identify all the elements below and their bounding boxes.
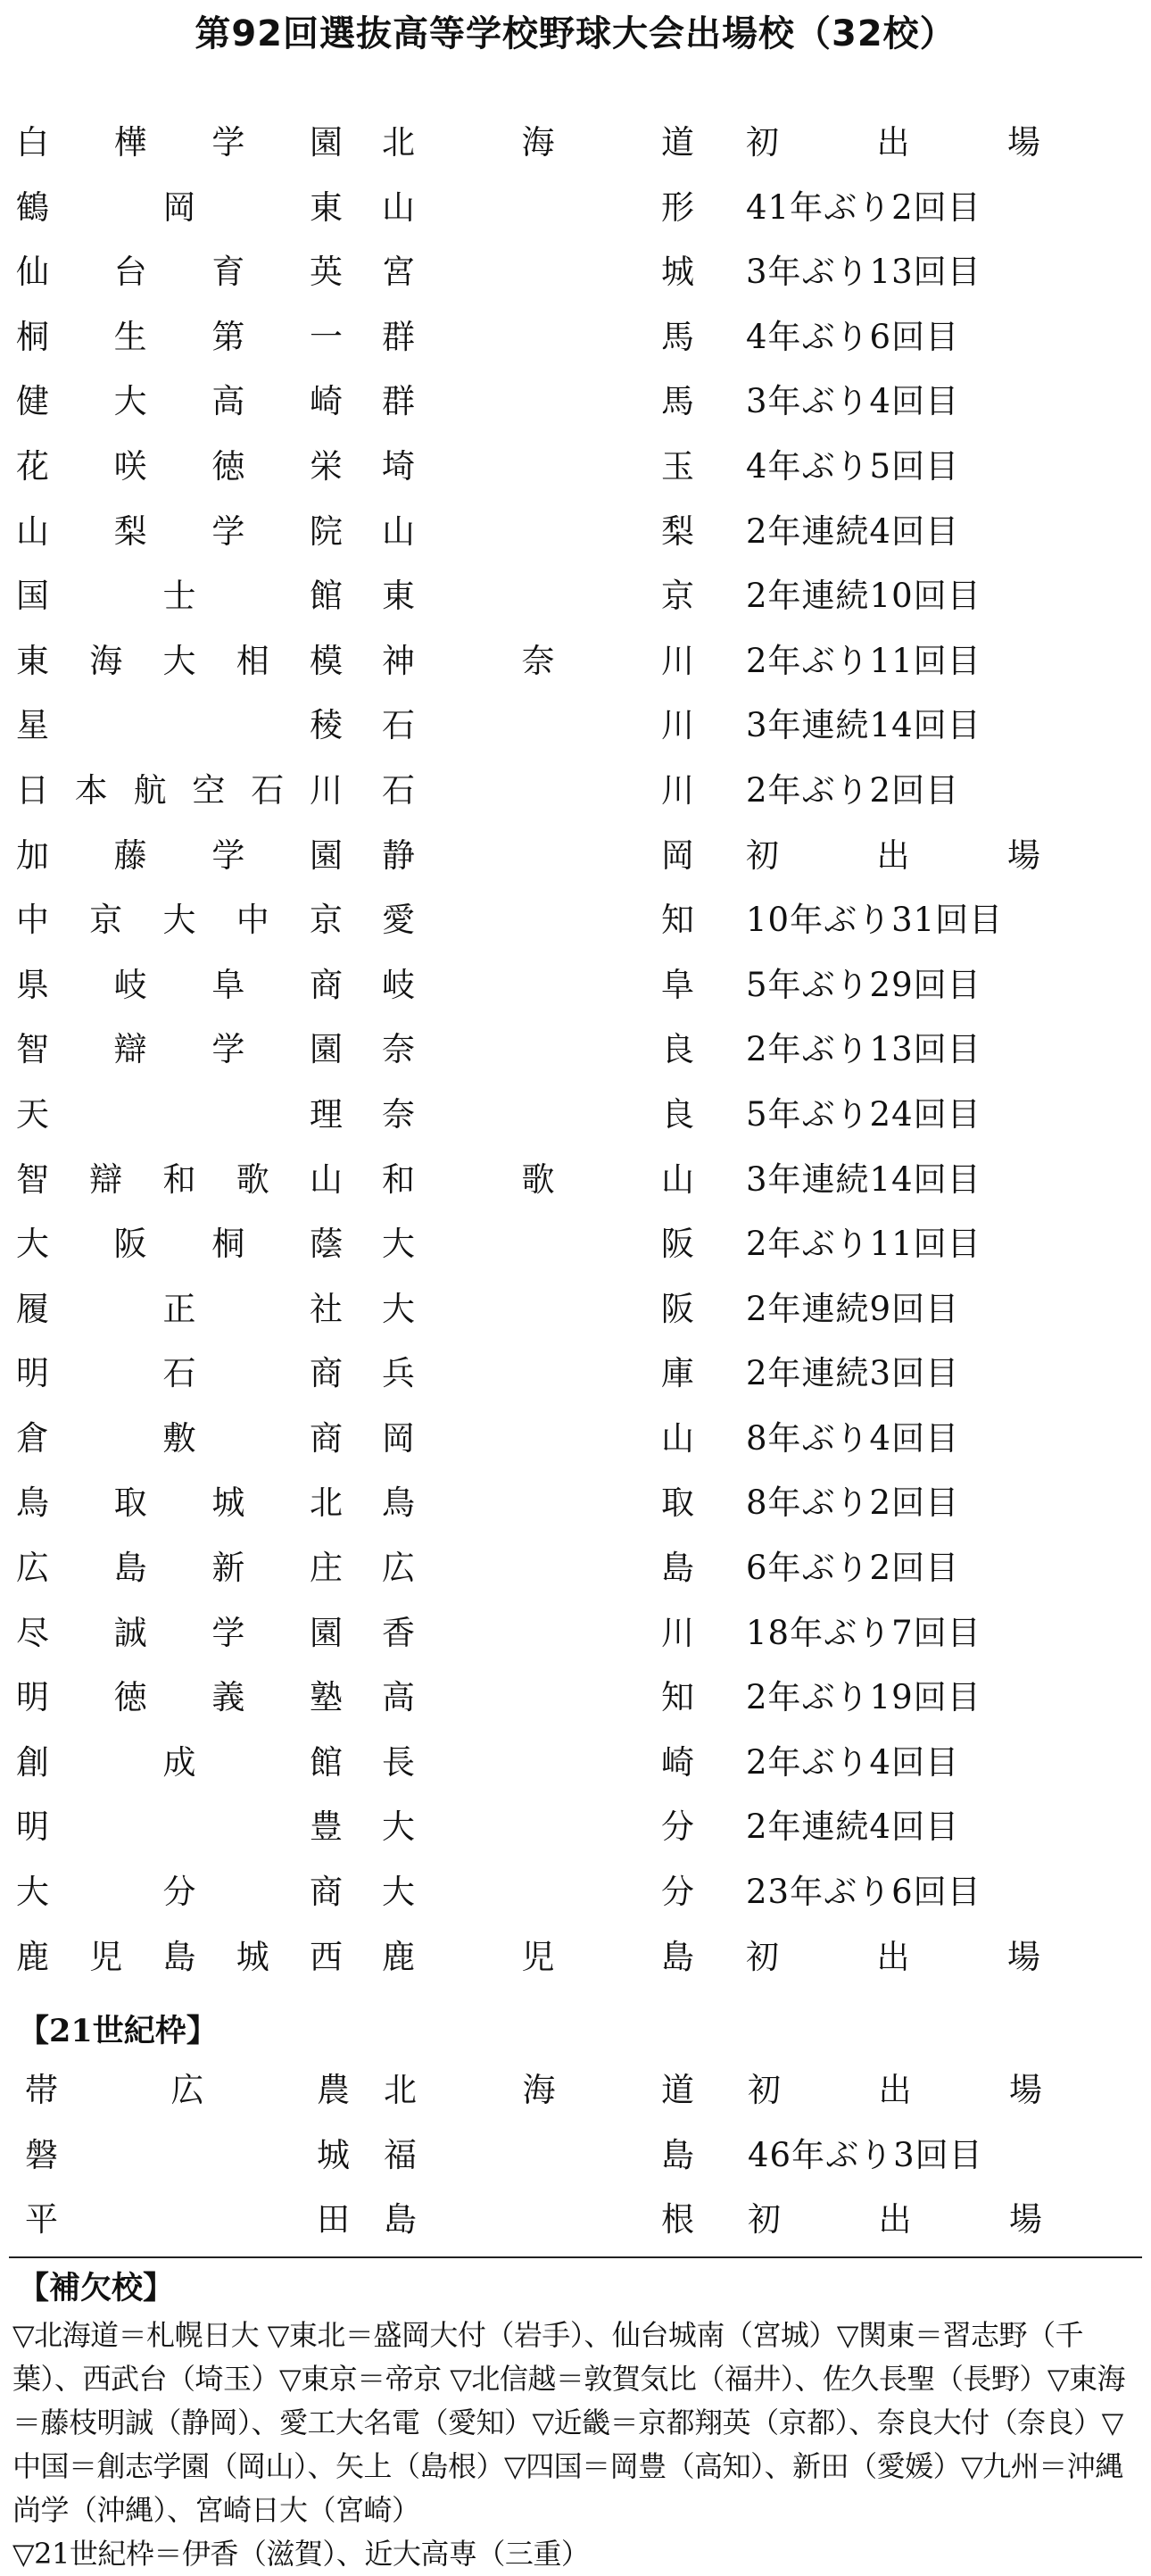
school-list	[16, 111, 1142, 1990]
appearance-record: 5年ぶり29回目	[746, 965, 981, 1004]
appearance-record: 3年ぶり13回目	[746, 253, 981, 292]
appearance-record: 23年ぶり6回目	[746, 1873, 981, 1912]
hoketsu-line: ▽21世紀枠＝伊香（滋賀）、近大高専（三重）	[12, 2537, 590, 2571]
school-name: 鶴 岡 東	[16, 187, 343, 227]
appearance-record: 2年連続3回目	[746, 1354, 960, 1393]
school-row	[16, 1018, 1142, 1083]
prefecture: 大 阪	[382, 1289, 694, 1328]
school-name: 加 藤 学 園	[16, 835, 343, 875]
appearance-record: 3年ぶり4回目	[746, 382, 960, 421]
prefecture: 長 崎	[382, 1742, 694, 1782]
school-row	[16, 1277, 1142, 1342]
appearance-record: 2年連続4回目	[746, 511, 960, 551]
school-name: 明 石 商	[16, 1354, 343, 1393]
prefecture: 石 川	[382, 770, 694, 810]
appearance-record: 2年ぶり13回目	[746, 1030, 981, 1069]
school-row	[16, 1860, 1142, 1925]
appearance-record: 4年ぶり5回目	[746, 446, 960, 486]
school-name: 国 士 館	[16, 577, 343, 616]
appearance-record: 2年ぶり2回目	[746, 770, 960, 810]
appearance-record: 46年ぶり3回目	[748, 2135, 983, 2174]
school-name: 平 田	[25, 2200, 350, 2239]
appearance-record: 41年ぶり2回目	[746, 187, 981, 227]
appearance-record: 2年ぶり11回目	[746, 1225, 981, 1264]
school-name: 創 成 館	[16, 1742, 343, 1782]
school-row	[16, 1471, 1142, 1536]
school-row	[16, 759, 1142, 824]
school-name: 智 辯 学 園	[16, 1030, 343, 1069]
prefecture: 大 阪	[382, 1225, 694, 1264]
appearance-record: 8年ぶり2回目	[746, 1483, 960, 1523]
school-name: 健 大 高 崎	[16, 382, 343, 421]
school-name: 倉 敷 商	[16, 1418, 343, 1458]
school-name: 大 阪 桐 蔭	[16, 1225, 343, 1264]
school-row	[16, 1925, 1142, 1990]
prefecture: 北 海 道	[382, 123, 694, 162]
school-name: 星 稜	[16, 706, 343, 745]
school-row	[16, 1601, 1142, 1666]
prefecture: 宮 城	[382, 253, 694, 292]
school-row	[16, 1536, 1142, 1601]
prefecture: 鹿 児 島	[382, 1937, 694, 1976]
school-name: 東 海 大 相 模	[16, 641, 343, 680]
prefecture: 群 馬	[382, 382, 694, 421]
prefecture: 広 島	[382, 1549, 694, 1588]
school-row	[16, 435, 1142, 500]
school-row	[16, 500, 1142, 565]
appearance-record: 初 出 場	[746, 123, 1040, 162]
appearance-record: 初 出 場	[748, 2071, 1042, 2109]
appearance-record: 2年ぶり11回目	[746, 641, 981, 680]
appearance-record: 2年連続4回目	[746, 1807, 960, 1847]
school-name: 花 咲 徳 栄	[16, 446, 343, 486]
school-row	[25, 2058, 1142, 2123]
hoketsu-heading: 【補欠校】	[18, 2270, 175, 2306]
school-name: 智 辯 和 歌 山	[16, 1159, 343, 1199]
school-row	[16, 888, 1142, 953]
school-name: 磐 城	[25, 2135, 350, 2174]
school-name: 中 京 大 中 京	[16, 901, 343, 940]
school-row	[16, 1666, 1142, 1731]
school-row	[16, 305, 1142, 370]
school-row	[16, 1083, 1142, 1148]
prefecture: 北 海 道	[384, 2071, 694, 2109]
appearance-record: 3年連続14回目	[746, 706, 981, 745]
school-name: 山 梨 学 院	[16, 511, 343, 551]
appearance-record: 2年連続9回目	[746, 1289, 960, 1328]
school-row	[25, 2188, 1142, 2253]
school-row	[16, 176, 1142, 241]
hoketsu-body	[12, 2314, 1139, 2576]
school-name: 明 徳 義 塾	[16, 1678, 343, 1717]
school-row	[16, 953, 1142, 1018]
school-name: 鳥 取 城 北	[16, 1483, 343, 1523]
prefecture: 神 奈 川	[382, 641, 694, 680]
prefecture: 奈 良	[382, 1030, 694, 1069]
century-school-list	[25, 2058, 1142, 2253]
appearance-record: 2年ぶり19回目	[746, 1678, 981, 1717]
school-name: 桐 生 第 一	[16, 317, 343, 356]
prefecture: 福 島	[384, 2135, 694, 2174]
prefecture: 群 馬	[382, 317, 694, 356]
school-row	[16, 629, 1142, 694]
appearance-record: 2年連続10回目	[746, 577, 981, 616]
school-row	[16, 1212, 1142, 1277]
school-name: 白 樺 学 園	[16, 123, 343, 162]
appearance-record: 2年ぶり4回目	[746, 1742, 960, 1782]
prefecture: 奈 良	[382, 1094, 694, 1134]
page-title: 第92回選抜高等学校野球大会出場校（32校）	[195, 13, 956, 54]
prefecture: 岐 阜	[382, 965, 694, 1004]
school-name: 天 理	[16, 1094, 343, 1134]
prefecture: 山 梨	[382, 511, 694, 551]
appearance-record: 初 出 場	[746, 835, 1040, 875]
appearance-record: 8年ぶり4回目	[746, 1418, 960, 1458]
appearance-record: 5年ぶり24回目	[746, 1094, 981, 1134]
school-name: 広 島 新 庄	[16, 1549, 343, 1588]
appearance-record: 初 出 場	[748, 2200, 1042, 2239]
school-row	[16, 1731, 1142, 1796]
appearance-record: 4年ぶり6回目	[746, 317, 960, 356]
school-row	[16, 1342, 1142, 1407]
school-row	[16, 370, 1142, 435]
appearance-record: 10年ぶり31回目	[746, 901, 1004, 940]
prefecture: 東 京	[382, 577, 694, 616]
school-row	[16, 1795, 1142, 1860]
prefecture: 和 歌 山	[382, 1159, 694, 1199]
school-name: 帯 広 農	[25, 2071, 350, 2109]
prefecture: 香 川	[382, 1613, 694, 1652]
school-row	[16, 694, 1142, 759]
divider	[9, 2256, 1142, 2258]
century-heading: 【21世紀枠】	[18, 2013, 218, 2049]
appearance-record: 18年ぶり7回目	[746, 1613, 981, 1652]
school-name: 日 本 航 空 石 川	[16, 770, 343, 810]
school-row	[16, 240, 1142, 305]
prefecture: 大 分	[382, 1873, 694, 1912]
prefecture: 山 形	[382, 187, 694, 227]
prefecture: 鳥 取	[382, 1483, 694, 1523]
prefecture: 大 分	[382, 1807, 694, 1847]
hoketsu-line: ▽北海道＝札幌日大 ▽東北＝盛岡大付（岩手）、仙台城南（宮城）▽関東＝習志野（千葉）、西武台（埼玉）▽東京＝帝京 ▽北信越＝敦賀気比（福井）、佐久長聖（長野）▽東海＝藤枝明誠（静岡）、愛工大名電（愛知）▽近畿＝京都翔英（京都）、奈良大付（奈良）▽中国＝創志学園（岡山）、矢上（島根）▽四国＝岡豊（高知）、新田（愛媛）▽九州＝沖縄尚学（沖縄）、宮崎日大（宮崎）	[12, 2318, 1126, 2527]
school-name: 大 分 商	[16, 1873, 343, 1912]
prefecture: 石 川	[382, 706, 694, 745]
school-name: 鹿 児 島 城 西	[16, 1937, 343, 1976]
appearance-record: 3年連続14回目	[746, 1159, 981, 1199]
prefecture: 兵 庫	[382, 1354, 694, 1393]
school-name: 尽 誠 学 園	[16, 1613, 343, 1652]
school-name: 明 豊	[16, 1807, 343, 1847]
school-row	[16, 1407, 1142, 1472]
school-row	[16, 824, 1142, 889]
school-name: 県 岐 阜 商	[16, 965, 343, 1004]
school-name: 仙 台 育 英	[16, 253, 343, 292]
appearance-record: 初 出 場	[746, 1937, 1040, 1976]
school-row	[25, 2123, 1142, 2189]
school-row	[16, 1148, 1142, 1213]
prefecture: 高 知	[382, 1678, 694, 1717]
prefecture: 静 岡	[382, 835, 694, 875]
appearance-record: 6年ぶり2回目	[746, 1549, 960, 1588]
prefecture: 島 根	[384, 2200, 694, 2239]
prefecture: 岡 山	[382, 1418, 694, 1458]
prefecture: 愛 知	[382, 901, 694, 940]
prefecture: 埼 玉	[382, 446, 694, 486]
school-name: 履 正 社	[16, 1289, 343, 1328]
school-row	[16, 564, 1142, 629]
school-row	[16, 111, 1142, 176]
